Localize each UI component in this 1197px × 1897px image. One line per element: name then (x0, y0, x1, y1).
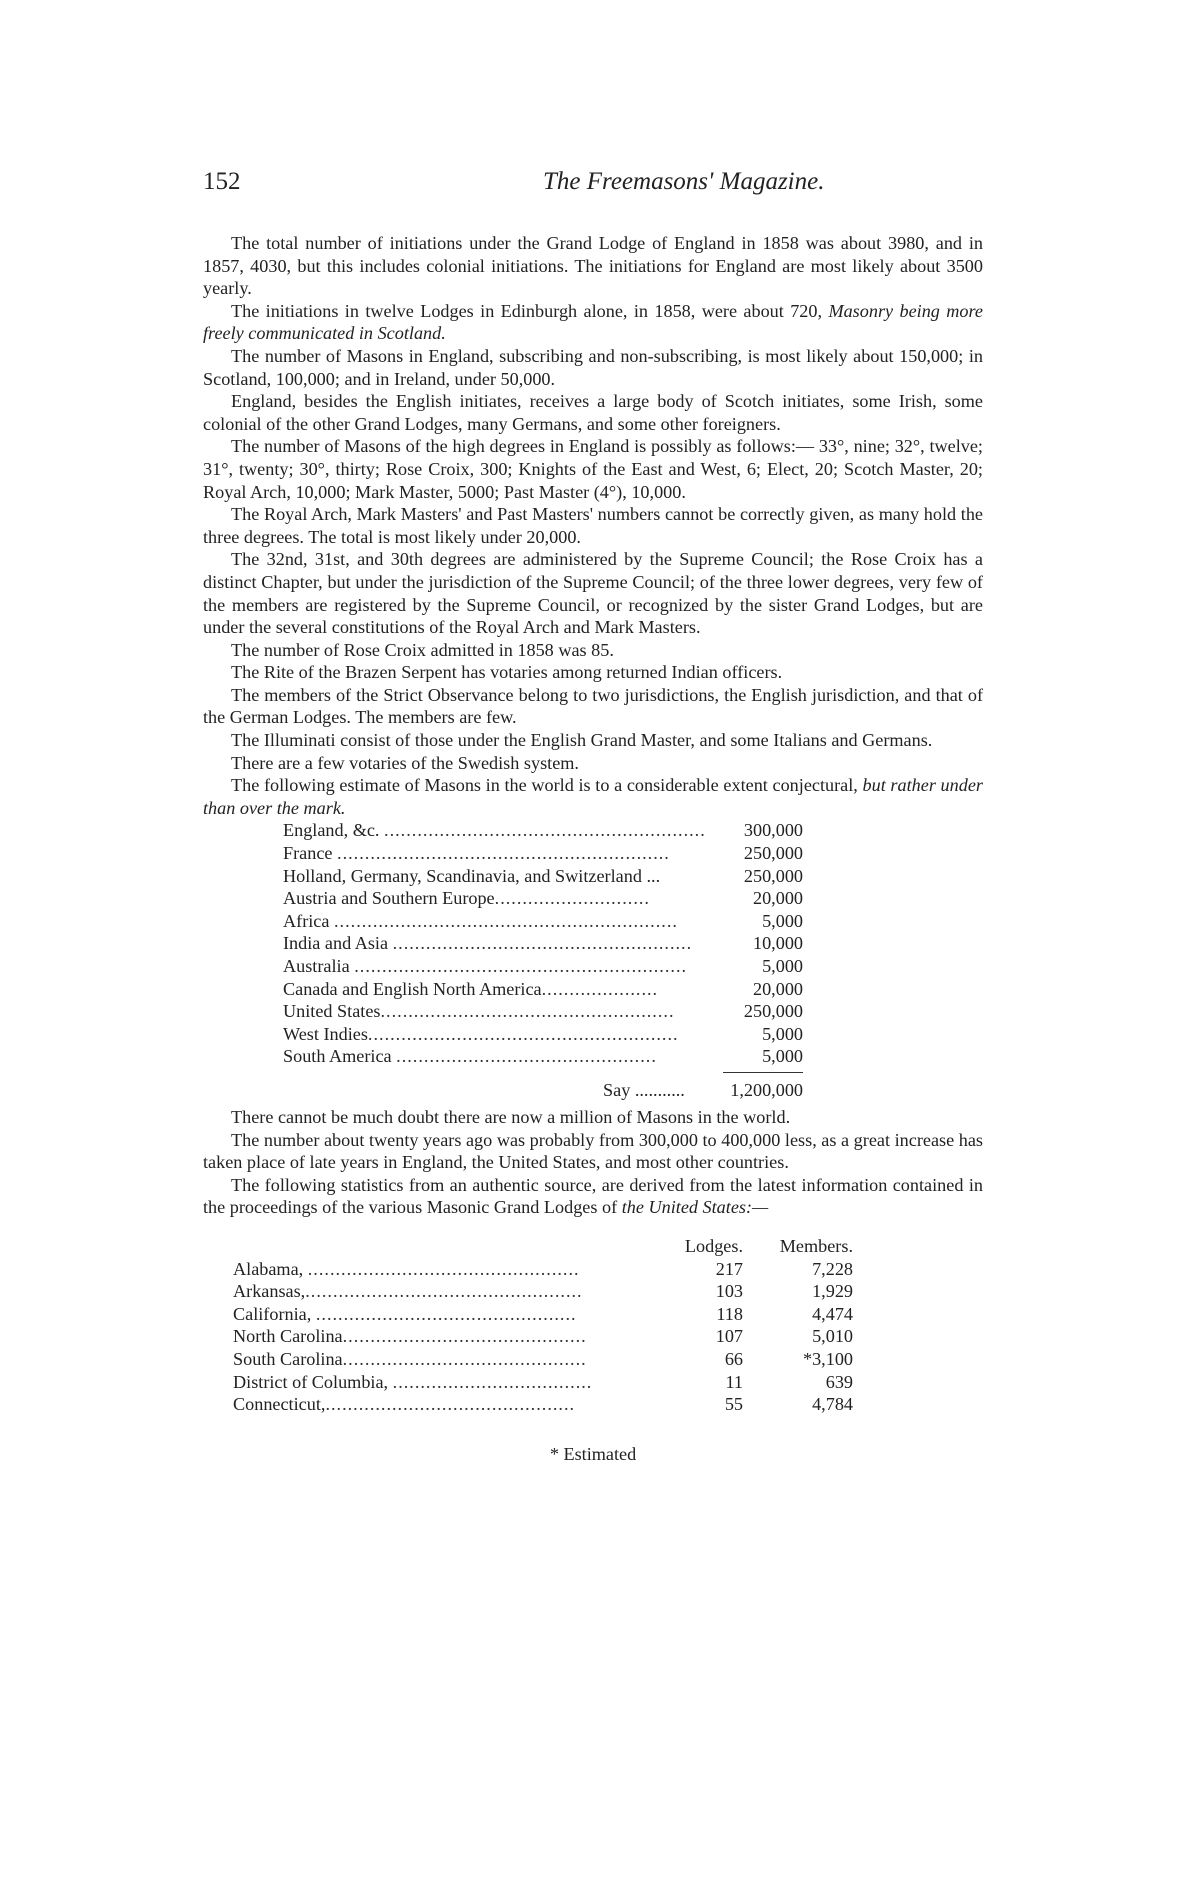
paragraph-edinburgh (203, 300, 983, 345)
leader-dots: .......................................................... (384, 820, 706, 841)
say-label: Say ........... (603, 1079, 685, 1100)
paragraph-high-degrees: The number of Masons of the high degrees in England is possibly as follows:— 33°, nine; 32°, twelve; 31°, twenty; 30°, thirty; Rose Croix, 300; Knights of the East and West, 6; Elect, 20; Scotch Master, 20; Royal Arch, 10,000; Mark Master, 5000; Past Master (4°), 10,000. (203, 436, 983, 502)
table-row (233, 1280, 853, 1303)
region-value: 5,000 (762, 1023, 803, 1044)
region-name: Austria and Southern Europe (283, 888, 495, 909)
table-row (233, 1325, 853, 1348)
table-row (233, 1348, 853, 1371)
table-row (283, 955, 803, 978)
leader-dots: .............................................................. (334, 910, 678, 931)
region-name: Holland, Germany, Scandinavia, and Switzerland ... (283, 865, 661, 886)
leader-dots: ............................................. (325, 1394, 576, 1415)
leader-dots: ............................................................ (354, 956, 688, 976)
region-name: South America (283, 1046, 392, 1067)
leader-dots: ............................................ (342, 1348, 587, 1369)
leader-dots: ...................................................... (392, 933, 693, 954)
state-name: South Carolina (233, 1348, 343, 1369)
us-lodges-table (233, 1235, 853, 1416)
footnote-estimated: * Estimated (549, 1443, 637, 1464)
region-name: Canada and English North America (283, 978, 542, 999)
running-title: The Freemasons' Magazine. (543, 168, 825, 195)
paragraph-initiations-total: The total number of initiations under the Grand Lodge of England in 1858 was about 3980, and in 1857, 4030, but this includes colonial initiations. The initiations for England are most likely about 3500 yearly. (203, 233, 983, 299)
edinburgh-text: The initiations in twelve Lodges in Edinburgh alone, in 1858, were about 720, (231, 300, 823, 321)
state-name: North Carolina (233, 1326, 343, 1347)
table-row (283, 842, 803, 865)
article-body (203, 232, 983, 1465)
lodges-header: Lodges. (684, 1235, 743, 1256)
table-row (233, 1393, 853, 1416)
leader-dots: .................................... (392, 1371, 593, 1392)
lodges-count: 217 (715, 1258, 743, 1279)
region-name: Africa (283, 910, 330, 931)
table-row (283, 1000, 803, 1023)
lodges-count: 103 (715, 1281, 743, 1302)
table-row (283, 910, 803, 933)
edinburgh-italic: Masonry being more freely communicated in Scotland. (203, 300, 983, 344)
region-value: 250,000 (743, 843, 803, 864)
estimate-intro-text: The following estimate of Masons in the world is to a considerable extent conjectural, (231, 775, 858, 796)
table-row (283, 1045, 803, 1068)
members-count: 7,228 (812, 1258, 853, 1279)
region-name: Australia (283, 956, 350, 976)
region-value: 300,000 (743, 820, 803, 841)
region-name: West Indies (283, 1023, 368, 1044)
region-value: 5,000 (762, 1046, 803, 1067)
lodges-count: 107 (715, 1326, 743, 1347)
lodges-count: 55 (724, 1394, 743, 1415)
table-row (283, 865, 803, 888)
paragraph-strict-observance: The members of the Strict Observance belong to two jurisdictions, the English jurisdiction, and that of the German Lodges. The members are few. (203, 684, 983, 728)
region-value: 5,000 (762, 956, 803, 976)
region-name: India and Asia (283, 933, 389, 954)
lodges-count: 66 (724, 1348, 743, 1369)
paragraph-illuminati: The Illuminati consist of those under the English Grand Master, and some Italians and Germans. (231, 730, 933, 751)
leader-dots: ................................................. (307, 1258, 580, 1279)
leader-dots: ..................................................... (380, 1001, 675, 1022)
region-value: 10,000 (752, 933, 803, 954)
region-value: 250,000 (743, 1001, 803, 1022)
table-row (233, 1371, 853, 1394)
estimate-intro-italic: but rather under than over the mark. (203, 775, 983, 818)
lodges-count: 118 (716, 1303, 743, 1324)
say-total-row (203, 1072, 983, 1106)
state-name: California, (233, 1303, 312, 1324)
region-value: 20,000 (752, 888, 803, 909)
world-estimate-table (283, 819, 803, 1068)
table-row (283, 932, 803, 955)
table-row (283, 887, 803, 910)
paragraph-estimate-intro (203, 774, 983, 819)
region-value: 5,000 (762, 910, 803, 931)
members-count: 5,010 (812, 1326, 853, 1347)
leader-dots: ............................................... (315, 1303, 577, 1324)
paragraph-supreme-council: The 32nd, 31st, and 30th degrees are administered by the Supreme Council; the Rose Croix has a distinct Chapter, but under the jurisdiction of the Supreme Council; of the three lower degrees, very few of the members are registered by the Supreme Council, or recognized by the sister Grand Lodges, but are under the several constitutions of the Royal Arch and Mark Masters. (203, 549, 983, 638)
paragraph-england-initiates: England, besides the English initiates, receives a large body of Scotch initiates, some Irish, some colonial of the other Grand Lodges, many Germans, and some other foreigners. (203, 391, 983, 434)
statistics-intro-text: The following statistics from an authentic source, are derived from the latest information contained in the proceedings of the various Masonic Grand Lodges of (203, 1174, 983, 1218)
table-row (283, 819, 803, 842)
leader-dots: ........................................................ (367, 1023, 679, 1044)
statistics-intro-italic: the United States:— (621, 1197, 769, 1218)
members-count: 4,474 (812, 1303, 853, 1324)
leader-dots: ............................ (494, 888, 650, 909)
table-header-row (233, 1235, 853, 1258)
members-header: Members. (779, 1235, 853, 1256)
paragraph-statistics-intro (203, 1174, 983, 1219)
state-name: District of Columbia, (233, 1371, 389, 1392)
leader-dots: ............................................ (342, 1326, 587, 1347)
region-name: United States (283, 1001, 381, 1022)
members-count: 4,784 (812, 1394, 853, 1415)
state-name: Arkansas, (233, 1281, 306, 1302)
page-header (203, 168, 983, 208)
paragraph-million-masons: There cannot be much doubt there are now a million of Masons in the world. (231, 1106, 791, 1127)
paragraph-brazen-serpent: The Rite of the Brazen Serpent has votaries among returned Indian officers. (231, 662, 783, 683)
region-name: France (283, 843, 333, 864)
paragraph-masons-count: The number of Masons in England, subscribing and non-subscribing, is most likely about 150,000; in Scotland, 100,000; and in Ireland, under 50,000. (203, 345, 983, 389)
members-count: 1,929 (812, 1281, 853, 1302)
lodges-count: 11 (725, 1371, 743, 1392)
paragraph-rose-croix: The number of Rose Croix admitted in 1858 was 85. (231, 639, 614, 660)
region-value: 250,000 (743, 865, 803, 886)
leader-dots: ............................................... (396, 1046, 657, 1067)
state-name: Connecticut, (233, 1394, 326, 1415)
say-value: 1,200,000 (730, 1079, 803, 1100)
page-number: 152 (203, 168, 241, 195)
paragraph-swedish-system: There are a few votaries of the Swedish system. (231, 752, 579, 773)
total-rule (723, 1072, 803, 1073)
leader-dots: ............................................................ (337, 843, 670, 864)
region-value: 20,000 (752, 978, 803, 999)
paragraph-royal-arch: The Royal Arch, Mark Masters' and Past Masters' numbers cannot be correctly given, as many hold the three degrees. The total is most likely under 20,000. (203, 504, 983, 547)
paragraph-twenty-years: The number about twenty years ago was probably from 300,000 to 400,000 less, as a great increase has taken place of late years in England, the United States, and most other countries. (203, 1129, 983, 1173)
leader-dots: ..................... (541, 978, 659, 999)
table-row (283, 978, 803, 1001)
members-count: *3,100 (802, 1348, 853, 1369)
table-row (233, 1258, 853, 1281)
table-row (283, 1023, 803, 1046)
state-name: Alabama, (233, 1258, 304, 1279)
region-name: England, &c. (283, 820, 380, 841)
leader-dots: .................................................. (305, 1281, 583, 1302)
table-row (233, 1303, 853, 1326)
members-count: 639 (825, 1371, 853, 1392)
